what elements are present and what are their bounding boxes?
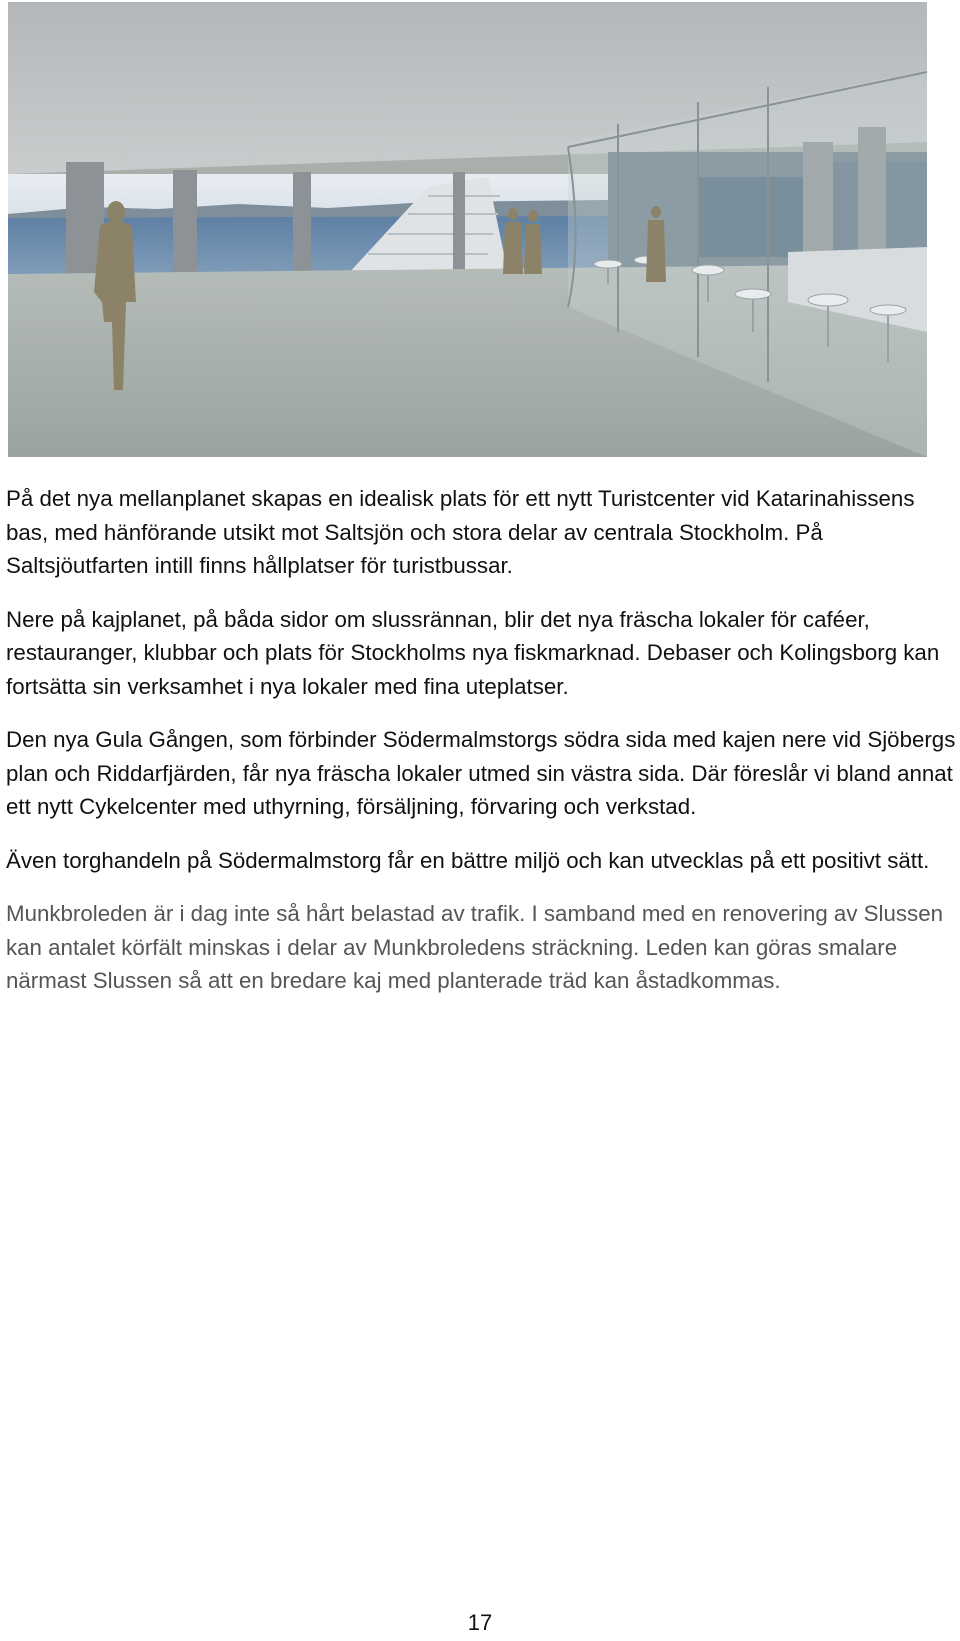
- architectural-rendering: [8, 2, 927, 457]
- paragraph-turistcenter: På det nya mellanplanet skapas en idealisk plats för ett nytt Turistcenter vid Katarinahissens bas, med hänförande utsikt mot Saltsjön och stora delar av centrala Stockholm. På Saltsjöutfarten intill finns hållplatser för turistbussar.: [6, 486, 915, 578]
- body-text: [6, 482, 956, 1018]
- paragraph-torghandeln: Även torghandeln på Södermalmstorg får en bättre miljö och kan utvecklas på ett positivt sätt.: [6, 847, 930, 873]
- paragraph-munkbroleden: Munkbroleden är i dag inte så hårt belastad av trafik. I samband med en renovering av Slussen kan antalet körfält minskas i delar av Munkbroledens sträckning. Leden kan göras smalare närmast Slussen så att en bredare kaj med planterade träd kan åstadkommas.: [6, 901, 944, 993]
- paragraph-kajplanet: Nere på kajplanet, på båda sidor om slussrännan, blir det nya fräscha lokaler för caféer, restauranger, klubbar och plats för Stockholms nya fiskmarknad. Debaser och Kolingsborg kan fortsätta sin verksamhet i nya lokaler med fina uteplatser.: [6, 606, 940, 699]
- page-number: 17: [467, 1610, 493, 1635]
- paragraph-gula-gangen: Den nya Gula Gången, som förbinder Södermalmstorgs södra sida med kajen nere vid Sjöbergs plan och Riddarfjärden, får nya fräscha lokaler utmed sin västra sida. Där föreslår vi bland annat ett nytt Cykelcenter med uthyrning, försäljning, förvaring och verkstad.: [6, 727, 956, 819]
